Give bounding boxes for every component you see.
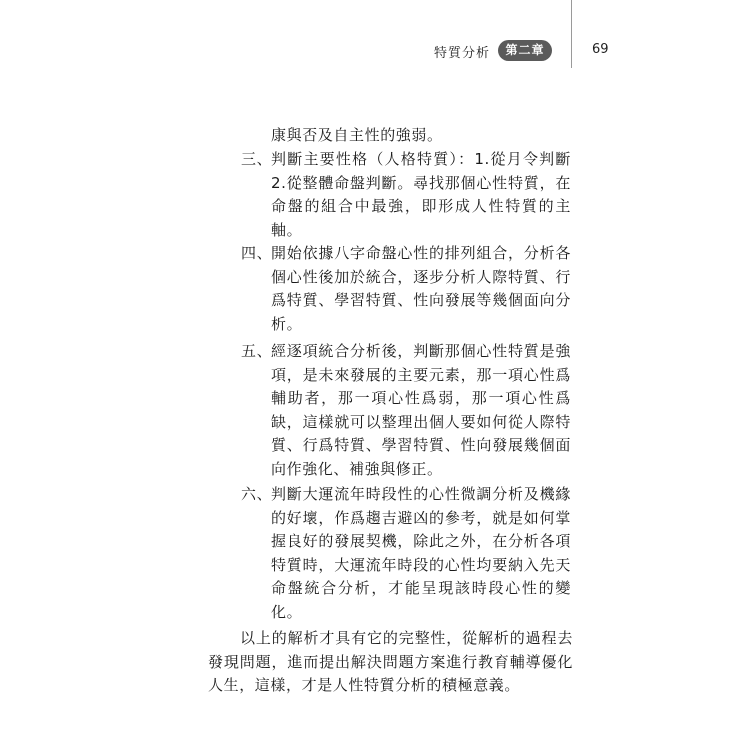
list-item-number: 三、 bbox=[241, 150, 273, 168]
chapter-badge: 第二章 bbox=[498, 40, 552, 61]
closing-paragraph: 以上的解析才具有它的完整性，從解析的過程去發現問題，進而提出解決問題方案進行教育輔導優化人生，這樣，才是人性特質分析的積極意義。 bbox=[208, 629, 573, 694]
list-item-text: 判斷大運流年時段性的心性微調分析及機緣的好壞，作爲趨吉避凶的參考，就是如何掌握良好的發展契機，除此之外，在分析各項特質時，大運流年時段的心性均要納入先天命盤統合分析，才能呈現該時段心性的變化。 bbox=[271, 485, 571, 621]
list-item-number: 五、 bbox=[241, 342, 273, 360]
list-item-number: 四、 bbox=[241, 244, 273, 262]
list-item-text: 判斷主要性格（人格特質）：1.從月令判斷2.從整體命盤判斷。尋找那個心性特質，在命盤的組合中最強，即形成人性特質的主軸。 bbox=[271, 150, 571, 239]
list-item-text: 開始依據八字命盤心性的排列組合，分析各個心性後加於統合，逐步分析人際特質、行爲特質、學習特質、性向發展等幾個面向分析。 bbox=[271, 244, 571, 333]
page-number: 69 bbox=[592, 42, 609, 57]
running-header-title: 特質分析 bbox=[434, 46, 491, 61]
header-divider bbox=[571, 0, 572, 68]
continuation-paragraph: 康與否及自主性的強弱。 bbox=[271, 126, 443, 144]
list-item-text: 經逐項統合分析後，判斷那個心性特質是強項，是未來發展的主要元素，那一項心性爲輔助者，那一項心性爲弱，那一項心性爲缺，這樣就可以整理出個人要如何從人際特質、行爲特質、學習特質、性向發展幾個面向作強化、補強與修正。 bbox=[271, 342, 571, 478]
list-item-number: 六、 bbox=[241, 485, 273, 503]
